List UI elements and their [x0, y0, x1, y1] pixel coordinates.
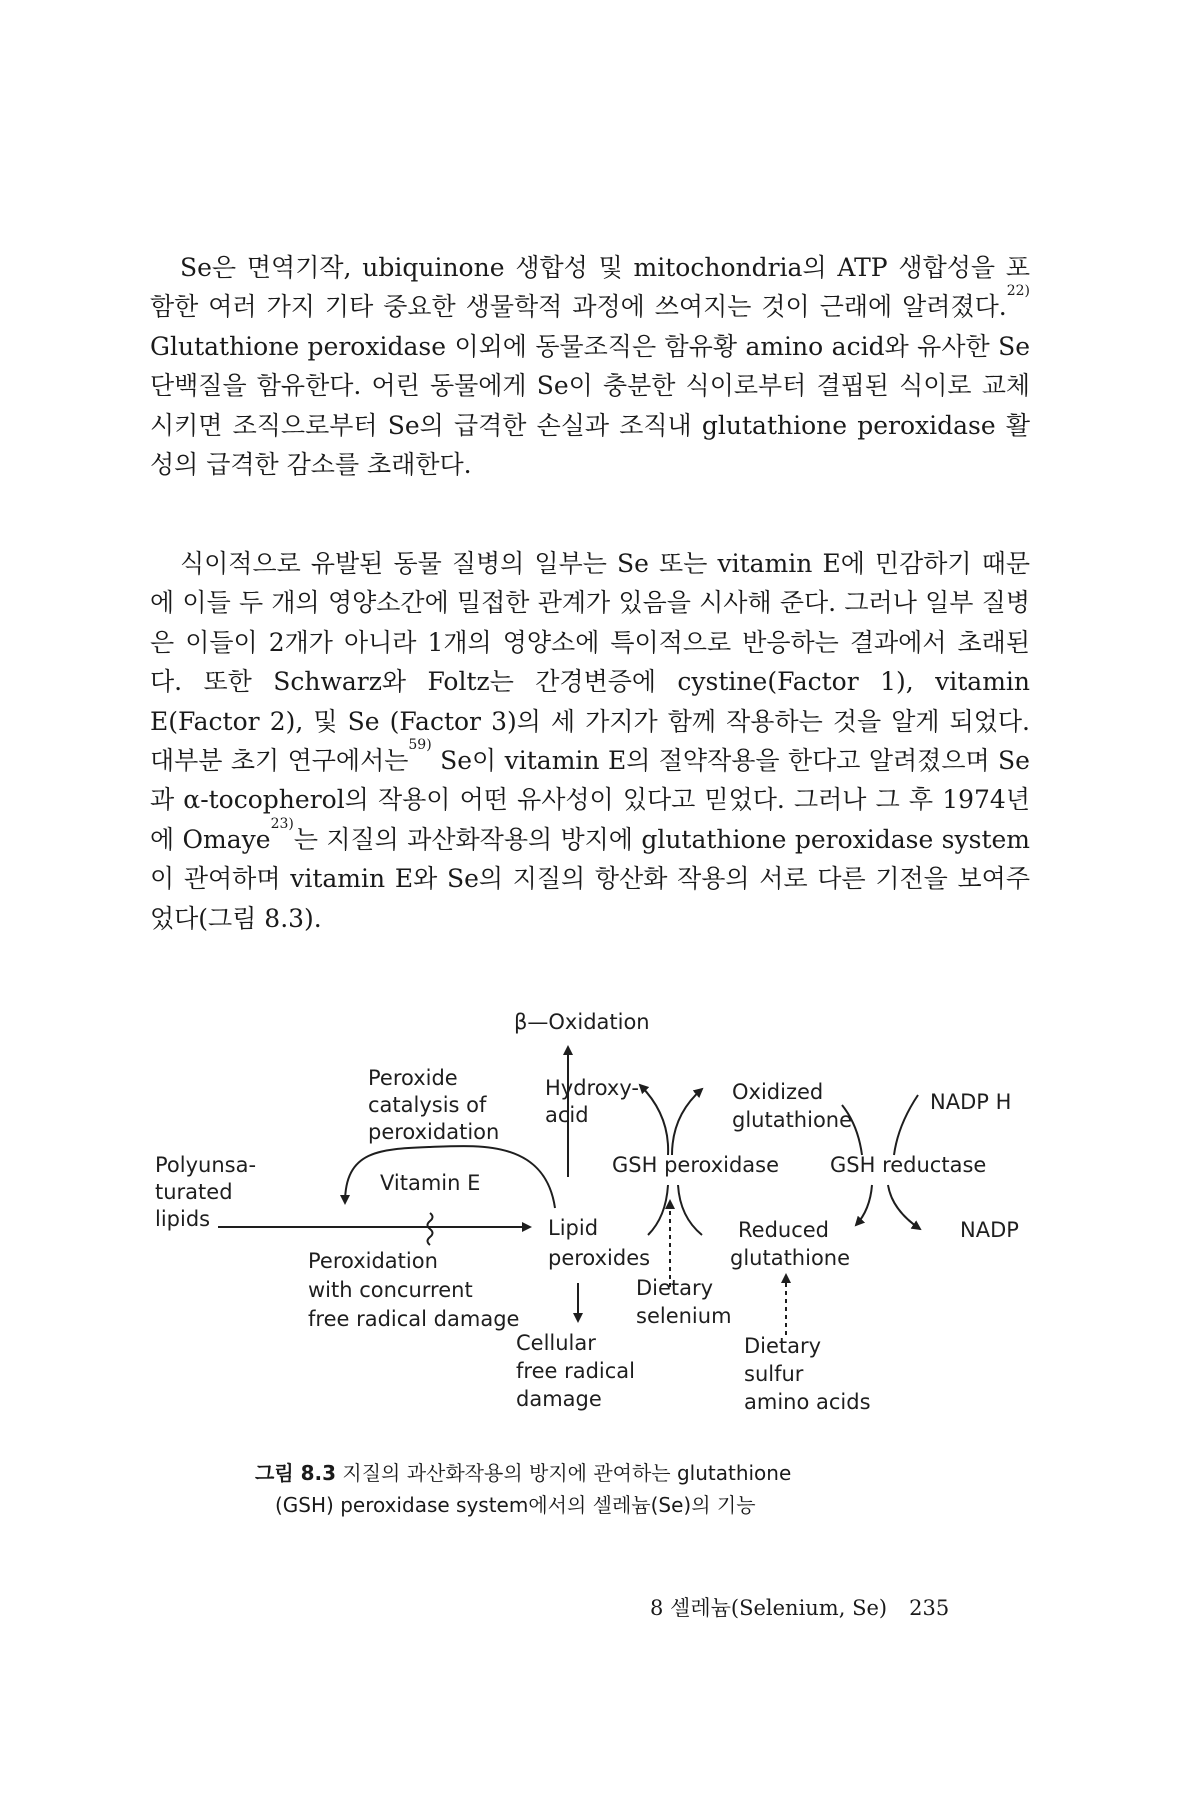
label-dietary-sulfur-1: Dietary — [744, 1334, 822, 1358]
label-peroxide-catalysis-3: peroxidation — [368, 1120, 500, 1144]
label-pufa-1: Polyunsa- — [155, 1153, 257, 1177]
label-peroxidation-3: free radical damage — [308, 1307, 520, 1331]
figure-caption — [255, 1457, 1055, 1521]
p1-text-b: Glutathione peroxidase 이외에 동물조직은 함유황 amino acid와 유사한 Se단백질을 함유한다. 어린 동물에게 Se이 충분한 식이로부터 결핍된 식이로 교체시키면 조직으로부터 Se의 급격한 손실과 조직내 glutathione peroxidase 활성의 급격한 감소를 초래한다. — [150, 331, 1030, 480]
ref-23: 23) — [270, 815, 294, 832]
vitamin-e-break-mark — [428, 1213, 433, 1245]
label-hydroxy-acid-2: acid — [545, 1103, 589, 1127]
label-peroxide-catalysis-2: catalysis of — [368, 1093, 487, 1117]
label-cellular-damage-3: damage — [516, 1387, 602, 1411]
label-pufa-3: lipids — [155, 1207, 211, 1231]
figure-number: 그림 8.3 — [255, 1461, 337, 1485]
label-reduced-gsh-1: Reduced — [738, 1218, 830, 1242]
running-head: 8 셀레늄(Selenium, Se) — [650, 1596, 888, 1620]
page-footer — [650, 1592, 1030, 1622]
p2-text-b: Se이 vitamin E의 절약작용을 한다고 알려졌으며 Se과 α-tocopherol의 작용이 어떤 유사성이 있다고 믿었다. 그러나 그 후 1974년에 Omaye — [150, 746, 1030, 854]
label-gsh-reductase: GSH reductase — [830, 1153, 987, 1177]
p2-text-c: 는 지질의 과산화작용의 방지에 glutathione peroxidase system이 관여하며 vitamin E와 Se의 지질의 항산화 작용의 서로 다른 기전을 보여주었다(그림 8.3). — [150, 824, 1030, 933]
gsh-pathway-diagram — [0, 1010, 1200, 1450]
label-lipid-peroxides-1: Lipid — [548, 1216, 599, 1240]
label-nadph: NADP H — [930, 1090, 1012, 1114]
label-cellular-damage-2: free radical — [516, 1359, 635, 1383]
label-peroxidation-1: Peroxidation — [308, 1249, 438, 1273]
label-peroxidation-2: with concurrent — [308, 1278, 473, 1302]
label-oxidized-gsh-1: Oxidized — [732, 1080, 824, 1104]
ref-59: 59) — [408, 737, 432, 754]
label-nadp: NADP — [960, 1218, 1019, 1242]
label-dietary-sulfur-2: sulfur — [744, 1362, 804, 1386]
arrow-peroxidase-lower-right — [678, 1185, 702, 1235]
paragraph-1 — [150, 248, 1030, 484]
ref-22: 22) — [1006, 283, 1030, 300]
arrow-peroxides-to-hydroxyacid — [640, 1085, 668, 1155]
label-beta-oxidation: β—Oxidation — [514, 1010, 650, 1034]
p2-text-a: 식이적으로 유발된 동물 질병의 일부는 Se 또는 vitamin E에 민감하기 때문에 이들 두 개의 영양소간에 밀접한 관계가 있음을 시사해 준다. 그러나 일부 질병은 이들이 2개가 아니라 1개의 영양소에 특이적으로 반응하는 결과에서 초래된다. 또한 Schwarz와 Foltz는 간경변증에 cystine(Factor 1), vitamin E(Factor 2), 및 Se (Factor 3)의 세 가지가 함께 작용하는 것을 알게 되었다. 대부분 초기 연구에서는 — [150, 549, 1030, 776]
label-reduced-gsh-2: glutathione — [730, 1246, 851, 1270]
arrow-peroxidase-lower-left — [648, 1185, 668, 1235]
label-cellular-damage-1: Cellular — [516, 1331, 596, 1355]
caption-line-2: (GSH) peroxidase system에서의 셀레늄(Se)의 기능 — [275, 1493, 756, 1517]
arrow-reducedgsh-to-oxidized — [672, 1089, 702, 1155]
label-dietary-selenium-2: selenium — [636, 1304, 732, 1328]
page-number: 235 — [909, 1596, 950, 1620]
label-peroxide-catalysis-1: Peroxide — [368, 1066, 458, 1090]
label-gsh-peroxidase: GSH peroxidase — [612, 1153, 780, 1177]
arrow-reductase-to-nadp — [888, 1185, 920, 1229]
arrow-reductase-to-reduced — [856, 1185, 872, 1225]
label-lipid-peroxides-2: peroxides — [548, 1246, 651, 1270]
arrow-nadph-to-reductase — [894, 1095, 918, 1155]
caption-line-1: 지질의 과산화작용의 방지에 관여하는 glutathione — [342, 1461, 792, 1485]
label-oxidized-gsh-2: glutathione — [732, 1108, 853, 1132]
label-hydroxy-acid-1: Hydroxy- — [545, 1076, 639, 1100]
paragraph-2 — [150, 544, 1030, 938]
label-dietary-sulfur-3: amino acids — [744, 1390, 871, 1414]
label-dietary-selenium-1: Dietary — [636, 1276, 714, 1300]
p1-text-a: Se은 면역기작, ubiquinone 생합성 및 mitochondria의 ATP 생합성을 포함한 여러 가지 기타 중요한 생물학적 과정에 쓰여지는 것이 근래에 알려졌다. — [150, 253, 1030, 322]
label-pufa-2: turated — [155, 1180, 233, 1204]
label-vitamin-e: Vitamin E — [380, 1171, 481, 1195]
